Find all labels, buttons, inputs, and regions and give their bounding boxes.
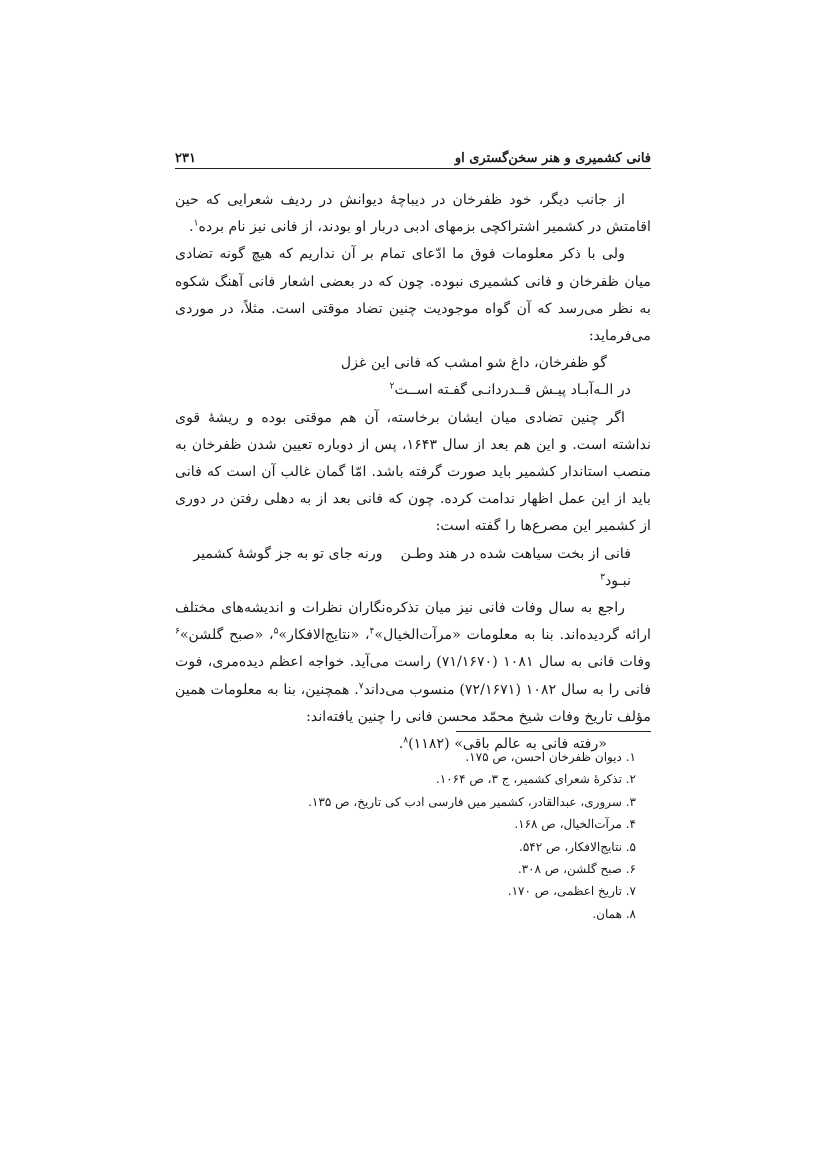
footnote-ref-1: ۱ xyxy=(193,218,199,229)
footnote-4: ۴. مرآت‌الخیال، ص ۱۶۸. xyxy=(514,817,636,832)
footnote-ref-3: ۳ xyxy=(600,572,605,583)
footnote-ref-6: ۶ xyxy=(175,626,180,637)
footnotes xyxy=(175,746,651,925)
paragraph-4 xyxy=(175,595,651,731)
chronogram-text: «رفته فانی به عالم باقی» (۱۱۸۲) xyxy=(408,736,607,753)
footnote-6: ۶. صبح گلشن، ص ۳۰۸. xyxy=(517,862,636,877)
paragraph-2: ولی با ذکر معلومات فوق ما ادّعای تمام بر آن نداریم که هیچ گونه تضادی میان ظفرخان و فانی کشمیری نبوده. چون که در بعضی اشعار فانی آهنگ شکوه به نظر می‌رسد که آن گواه موجودیت چنین تضاد موقتی است. مثلاً، در موردی می‌فرماید: xyxy=(175,246,651,345)
page-number: ۲۳۱ xyxy=(175,151,196,166)
footnote-ref-4: ۴ xyxy=(369,626,375,637)
footnote-ref-2: ۲ xyxy=(389,381,395,392)
verse-couplet xyxy=(175,541,651,595)
header-rule xyxy=(175,168,651,169)
paragraph-3: اگر چنین تضادی میان ایشان برخاسته، آن هم موقتی بوده و ریشهٔ قوی نداشته است. و این هم بعد از سال ۱۶۴۳، پس از دوباره تعیین شدن ظفرخان به منصب استاندار کشمیر باید صورت گرفته باشد. امّا گمان غالب آن است که فانی باید از این عمل اظهار ندامت کرده. چون که فانی بعد از به دهلی رفتن در دوری از کشمیر این مصرع‌ها را گفته است: xyxy=(175,409,651,535)
footnote-ref-5: ۵ xyxy=(273,626,279,637)
footnote-1: ۱. دیوان ظفرخان احسن، ص ۱۷۵. xyxy=(465,750,636,764)
footnote-2: ۲. تذکرهٔ شعرای کشمیر، ج ۳، ص ۱۰۶۴. xyxy=(435,772,636,787)
footnote-5: ۵. نتایج‌الافکار، ص ۵۴۲. xyxy=(519,839,636,854)
paragraph-1-end: . xyxy=(189,219,194,236)
paragraph-4-part-e: . همچنین، بنا به معلومات همین مؤلف تاریخ وفات شیخ محمّد محسن فانی را چنین یافته‌اند: xyxy=(175,681,651,725)
paragraph-1 xyxy=(175,187,651,241)
paragraph-4-part-a: راجع به سال وفات فانی نیز میان تذکره‌نگاران نظرات و اندیشه‌های مختلف ارائه گردیده‌اند. بنا به معلومات «مرآت‌الخیال» xyxy=(175,600,652,644)
footnote-rule xyxy=(456,731,651,732)
verse-hemistich-2: ورنه جای تو به جز گوشهٔ کشمیر نبـود xyxy=(193,545,631,589)
chronogram-end: . xyxy=(398,736,404,753)
running-title: فانی کشمیری و هنر سخن‌گستری او xyxy=(454,151,651,166)
paragraph-4-part-b: ، «نتایج‌الافکار» xyxy=(278,627,370,644)
running-header xyxy=(175,142,651,166)
verse-line-2 xyxy=(175,377,651,404)
paragraph-4-part-c: ، «صبح گلشن» xyxy=(179,627,274,644)
footnote-ref-7: ۷ xyxy=(358,680,364,691)
footnote-ref-8: ۸ xyxy=(403,735,409,746)
verse-line-1: گو ظفرخان، داغ شو امشب که فانی این غزل xyxy=(340,355,607,372)
verse-hemistich-1: فانی از بخت سیاهت شده در هند وطـن xyxy=(400,545,631,562)
footnote-7: ۷. تاریخ اعظمی، ص ۱۷۰. xyxy=(507,884,636,899)
paragraph-1-text: از جانب دیگر، خود ظفرخان در دیباچهٔ دیوانش در ردیف شعرایی که حین اقامتش در کشمیر اشتراکچی بزمهای ادبی دربار او بودند، از فانی نیز نام برده xyxy=(175,192,651,236)
verse-line-2-text: در الـه‌آبـاد پیـش قــدردانـی گفـته اســت xyxy=(394,382,631,399)
paragraph-4-part-d: وفات فانی به سال ۱۰۸۱ (۷۱/۱۶۷۰) راست می‌آید. خواجه اعظم دیده‌مری، فوت فانی را به سال ۱۰۸۲ (۷۲/۱۶۷۱) منسوب می‌داند xyxy=(175,654,651,698)
main-text xyxy=(175,187,651,758)
footnote-8: ۸. همان. xyxy=(592,906,636,921)
footnote-3: ۳. سروری، عبدالقادر، کشمیر میں فارسی ادب کی تاریخ، ص ۱۳۵. xyxy=(308,794,636,809)
